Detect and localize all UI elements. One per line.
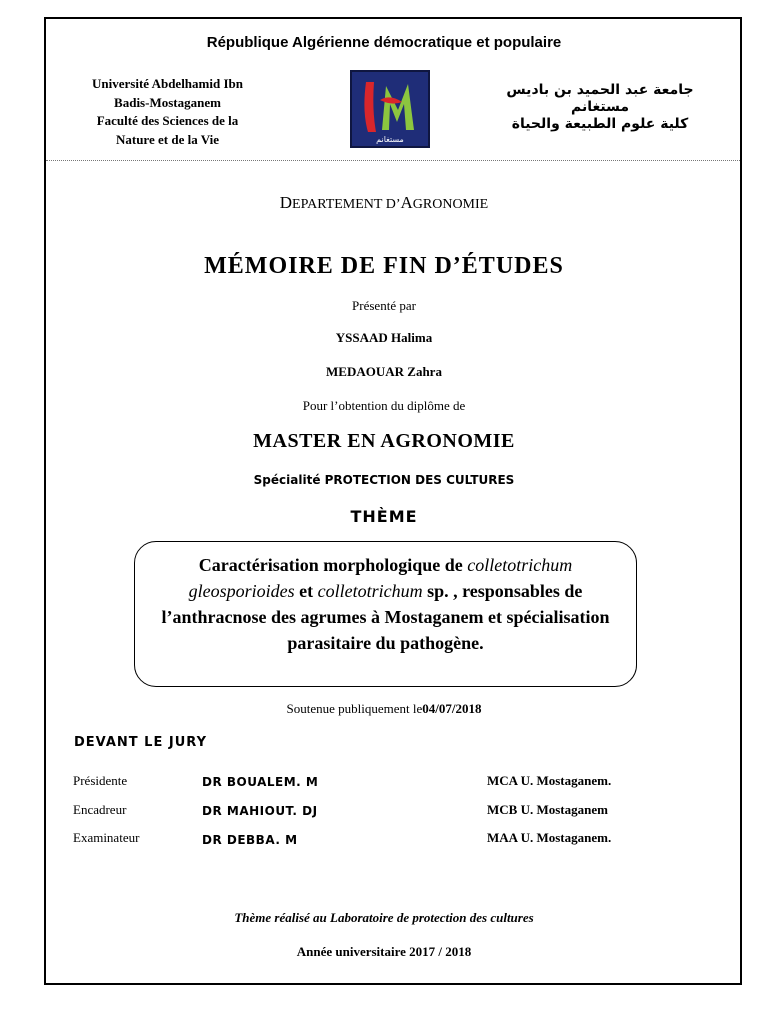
jury-institution: MAA U. Mostaganem.: [487, 830, 612, 845]
university-name-ar: [500, 82, 700, 133]
department-cap: D: [279, 193, 293, 212]
laboratory-note: Thème réalisé au Laboratoire de protection des cultures: [234, 910, 534, 925]
jury-member-name: DR MAHIOUT. DJ: [202, 804, 318, 818]
specialty: Spécialité PROTECTION DES CULTURES: [253, 473, 515, 487]
defense-date-line: [0, 701, 768, 717]
university-line-ar: مستغانم: [570, 99, 630, 115]
theme-text: et: [294, 581, 318, 601]
jury-institution: MCA U. Mostaganem.: [487, 773, 612, 788]
diploma-intro: Pour l’obtention du diplôme de: [302, 398, 466, 413]
header-divider: [46, 160, 740, 161]
university-line: Badis-Mostaganem: [114, 94, 221, 110]
theme-title: [149, 552, 622, 656]
theme-label: THÈME: [350, 507, 418, 526]
presented-by: Présenté par: [352, 298, 416, 313]
university-logo: [350, 70, 430, 148]
theme-species: colletotrichum: [317, 581, 423, 601]
jury-heading: DEVANT LE JURY: [74, 735, 207, 750]
jury-member-name: DR DEBBA. M: [202, 833, 298, 847]
jury-role: Présidente: [73, 773, 128, 788]
theme-box: [134, 541, 637, 687]
defense-text: Soutenue publiquement le: [286, 701, 423, 716]
theme-text: Caractérisation morphologique de: [198, 555, 468, 575]
page-frame: [44, 17, 742, 985]
theme-text: sp. , responsables de l’anthracnose des agrumes à Mostaganem et spécialisation parasitaire du pathogène.: [161, 581, 610, 653]
university-line: Université Abdelhamid Ibn: [92, 76, 243, 91]
document-title: MÉMOIRE DE FIN D’ÉTUDES: [204, 253, 564, 279]
author-name: YSSAAD Halima: [335, 330, 433, 345]
jury-role: Examinateur: [73, 830, 140, 845]
university-logo-icon: [352, 72, 428, 146]
university-name-fr: [70, 75, 265, 149]
department-text: EPARTEMENT D: [292, 197, 396, 212]
department-cap: A: [400, 193, 413, 212]
republic-heading: République Algérienne démocratique et populaire: [206, 34, 562, 51]
faculty-line: Nature et de la Vie: [115, 131, 220, 147]
jury-role: Encadreur: [73, 802, 127, 817]
author-name: MEDAOUAR Zahra: [326, 364, 442, 379]
faculty-line: Faculté des Sciences de la: [96, 113, 239, 128]
academic-year: Année universitaire 2017 / 2018: [296, 944, 472, 959]
department-heading: [0, 193, 768, 213]
defense-date: 04/07/2018: [422, 701, 482, 716]
university-line-ar: جامعة عبد الحميد بن باديس: [506, 82, 694, 98]
theme-species: colletotrichum gleosporioides: [188, 555, 573, 601]
department-apostrophe: ’: [395, 197, 401, 212]
department-text: GRONOMIE: [412, 197, 489, 212]
svg-text:مستغانم: مستغانم: [376, 135, 404, 144]
jury-institution: MCB U. Mostaganem: [487, 802, 608, 817]
faculty-line-ar: كلية علوم الطبيعة والحياة: [511, 116, 689, 132]
diploma-title: MASTER EN AGRONOMIE: [253, 430, 515, 452]
jury-member-name: DR BOUALEM. M: [202, 775, 319, 789]
